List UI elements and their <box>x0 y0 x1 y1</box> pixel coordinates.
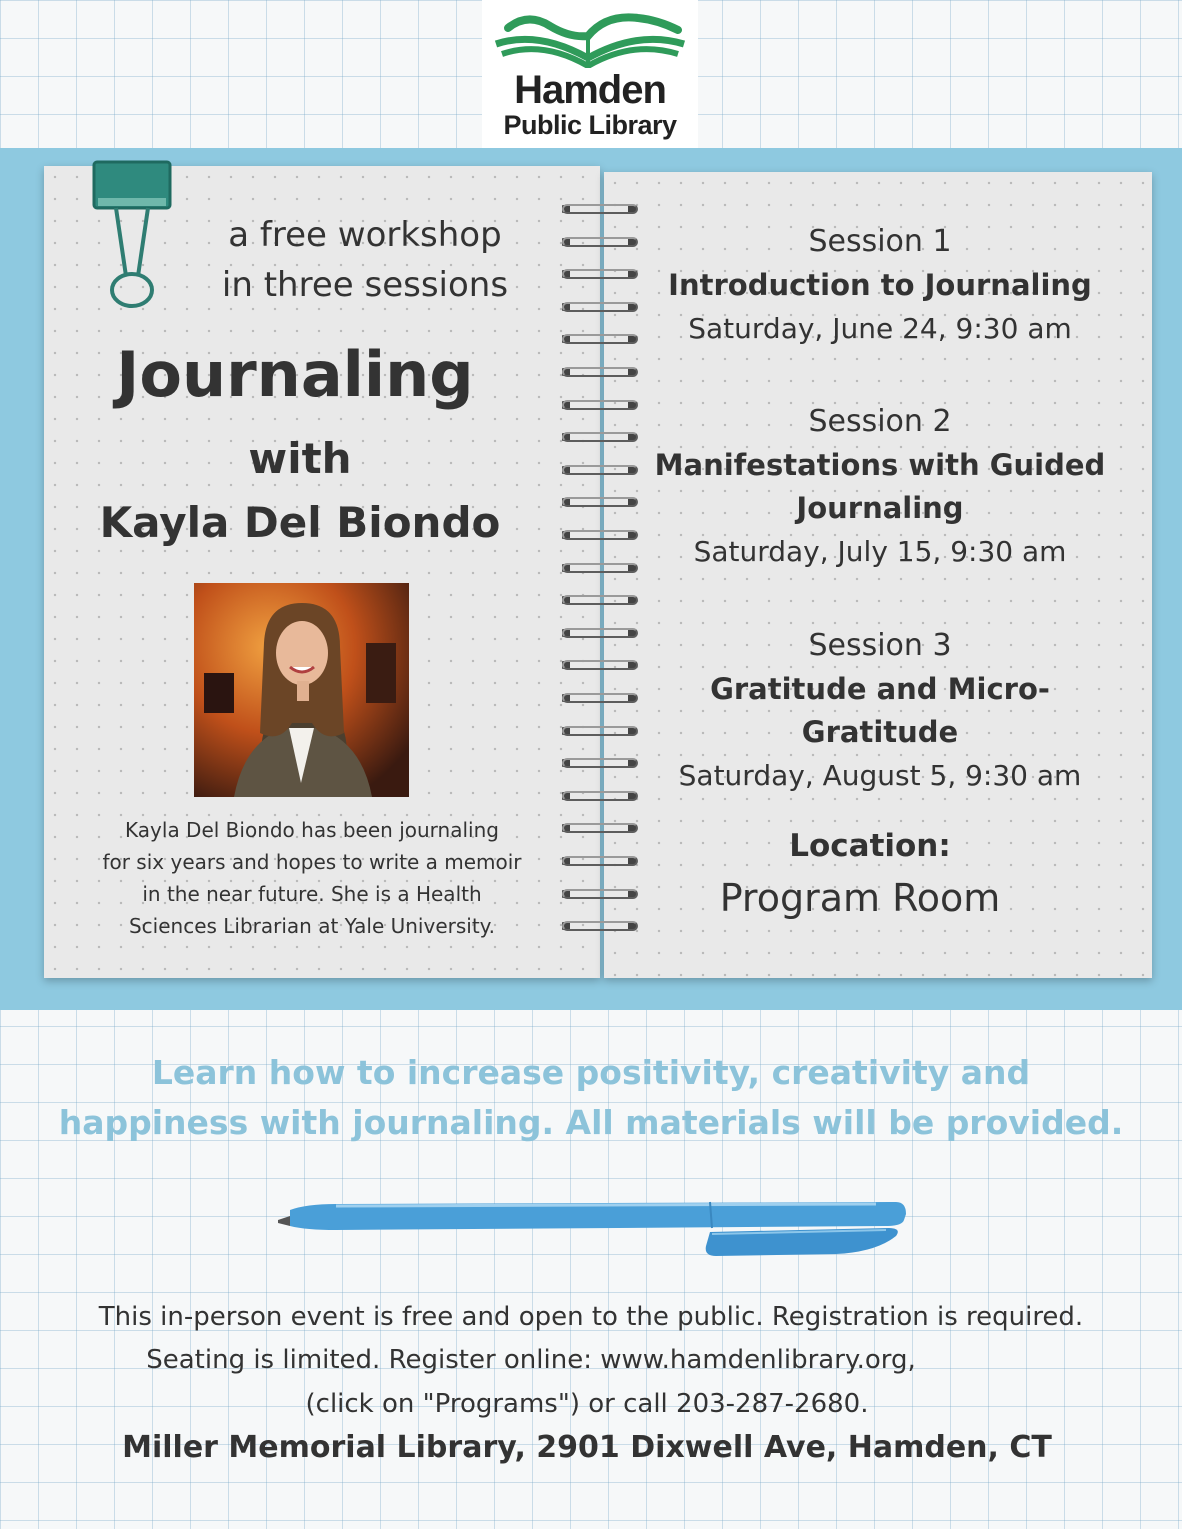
tagline-line-2: happiness with journaling. All materials will be provided. <box>58 1103 1124 1142</box>
spiral-wire <box>562 628 638 638</box>
session-label: Session 3 <box>808 628 952 663</box>
spiral-ring <box>562 432 638 442</box>
spiral-wire <box>562 237 638 247</box>
session-title: Gratitude and Micro- <box>710 672 1050 706</box>
location-value: Program Room <box>719 876 1001 920</box>
footer-address: Miller Memorial Library, 2901 Dixwell Ave, Hamden, CT <box>122 1430 1052 1465</box>
spiral-ring <box>562 302 638 312</box>
bio-line: Sciences Librarian at Yale University. <box>128 914 496 938</box>
workshop-title: Journaling <box>116 338 474 411</box>
session-date: Saturday, August 5, 9:30 am <box>678 759 1082 792</box>
spiral-ring <box>562 269 638 279</box>
bio-line: for six years and hopes to write a memoir <box>102 850 522 874</box>
spiral-wire <box>562 921 638 931</box>
spiral-ring <box>562 204 638 214</box>
presenter-name: Kayla Del Biondo <box>99 498 501 547</box>
spiral-ring <box>562 726 638 736</box>
footer-line-3: (click on "Programs") or call 203-287-2680. <box>305 1389 869 1419</box>
spiral-ring <box>562 563 638 573</box>
presenter-photo <box>194 583 409 797</box>
tagline-line-1: Learn how to increase positivity, creativity and <box>151 1053 1031 1092</box>
spiral-ring <box>562 334 638 344</box>
spiral-wire <box>562 367 638 377</box>
spiral-wire <box>562 204 638 214</box>
session-title: Introduction to Journaling <box>668 268 1092 302</box>
intro-line-1: a free workshop <box>228 215 502 255</box>
spiral-wire <box>562 269 638 279</box>
open-book-icon <box>488 8 692 68</box>
session-title: Journaling <box>796 491 964 525</box>
spiral-wire <box>562 465 638 475</box>
footer-line-2: Seating is limited. Register online: www.hamdenlibrary.org, <box>146 1345 916 1375</box>
spiral-ring <box>562 791 638 801</box>
session-label: Session 1 <box>808 224 952 259</box>
session-title: Manifestations with Guided <box>654 448 1106 482</box>
spiral-wire <box>562 758 638 768</box>
spiral-ring <box>562 921 638 931</box>
spiral-wire <box>562 530 638 540</box>
spiral-wire <box>562 497 638 507</box>
bio-line: in the near future. She is a Health <box>142 882 482 906</box>
session-label: Session 2 <box>808 404 952 439</box>
spiral-ring <box>562 237 638 247</box>
spiral-wire <box>562 693 638 703</box>
tagline <box>30 1048 1152 1148</box>
logo-subtitle: Public Library <box>503 110 677 140</box>
spiral-ring <box>562 595 638 605</box>
pen-icon <box>276 1196 908 1260</box>
session-3 <box>640 624 1120 798</box>
spiral-ring <box>562 823 638 833</box>
intro-line-2: in three sessions <box>221 265 509 305</box>
spiral-wire <box>562 400 638 410</box>
spiral-wire <box>562 856 638 866</box>
location-label: Location: <box>789 828 951 864</box>
session-title: Gratitude <box>801 715 959 749</box>
spiral-wire <box>562 660 638 670</box>
session-1 <box>640 220 1120 351</box>
with-text: with <box>248 434 352 483</box>
spiral-ring <box>562 367 638 377</box>
spiral-wire <box>562 791 638 801</box>
spiral-ring <box>562 465 638 475</box>
spiral-ring <box>562 889 638 899</box>
session-2 <box>640 400 1120 574</box>
spiral-wire <box>562 889 638 899</box>
spiral-ring <box>562 530 638 540</box>
spiral-ring <box>562 497 638 507</box>
spiral-wire <box>562 302 638 312</box>
session-date: Saturday, July 15, 9:30 am <box>693 535 1067 568</box>
spiral-wire <box>562 726 638 736</box>
spiral-wire <box>562 823 638 833</box>
library-logo <box>482 0 698 148</box>
spiral-wire <box>562 334 638 344</box>
spiral-ring <box>562 660 638 670</box>
presenter-bio <box>62 814 562 942</box>
session-date: Saturday, June 24, 9:30 am <box>688 312 1072 345</box>
spiral-wire <box>562 432 638 442</box>
binder-clip-icon <box>88 158 178 318</box>
spiral-wire <box>562 595 638 605</box>
spiral-wire <box>562 563 638 573</box>
spiral-ring <box>562 628 638 638</box>
footer-line-1: This in-person event is free and open to the public. Registration is required. <box>98 1302 1084 1332</box>
logo-title: Hamden <box>514 68 666 112</box>
intro-text <box>200 210 530 310</box>
spiral-ring <box>562 856 638 866</box>
spiral-ring <box>562 693 638 703</box>
spiral-ring <box>562 400 638 410</box>
spiral-ring <box>562 758 638 768</box>
bio-line: Kayla Del Biondo has been journaling <box>125 818 499 842</box>
